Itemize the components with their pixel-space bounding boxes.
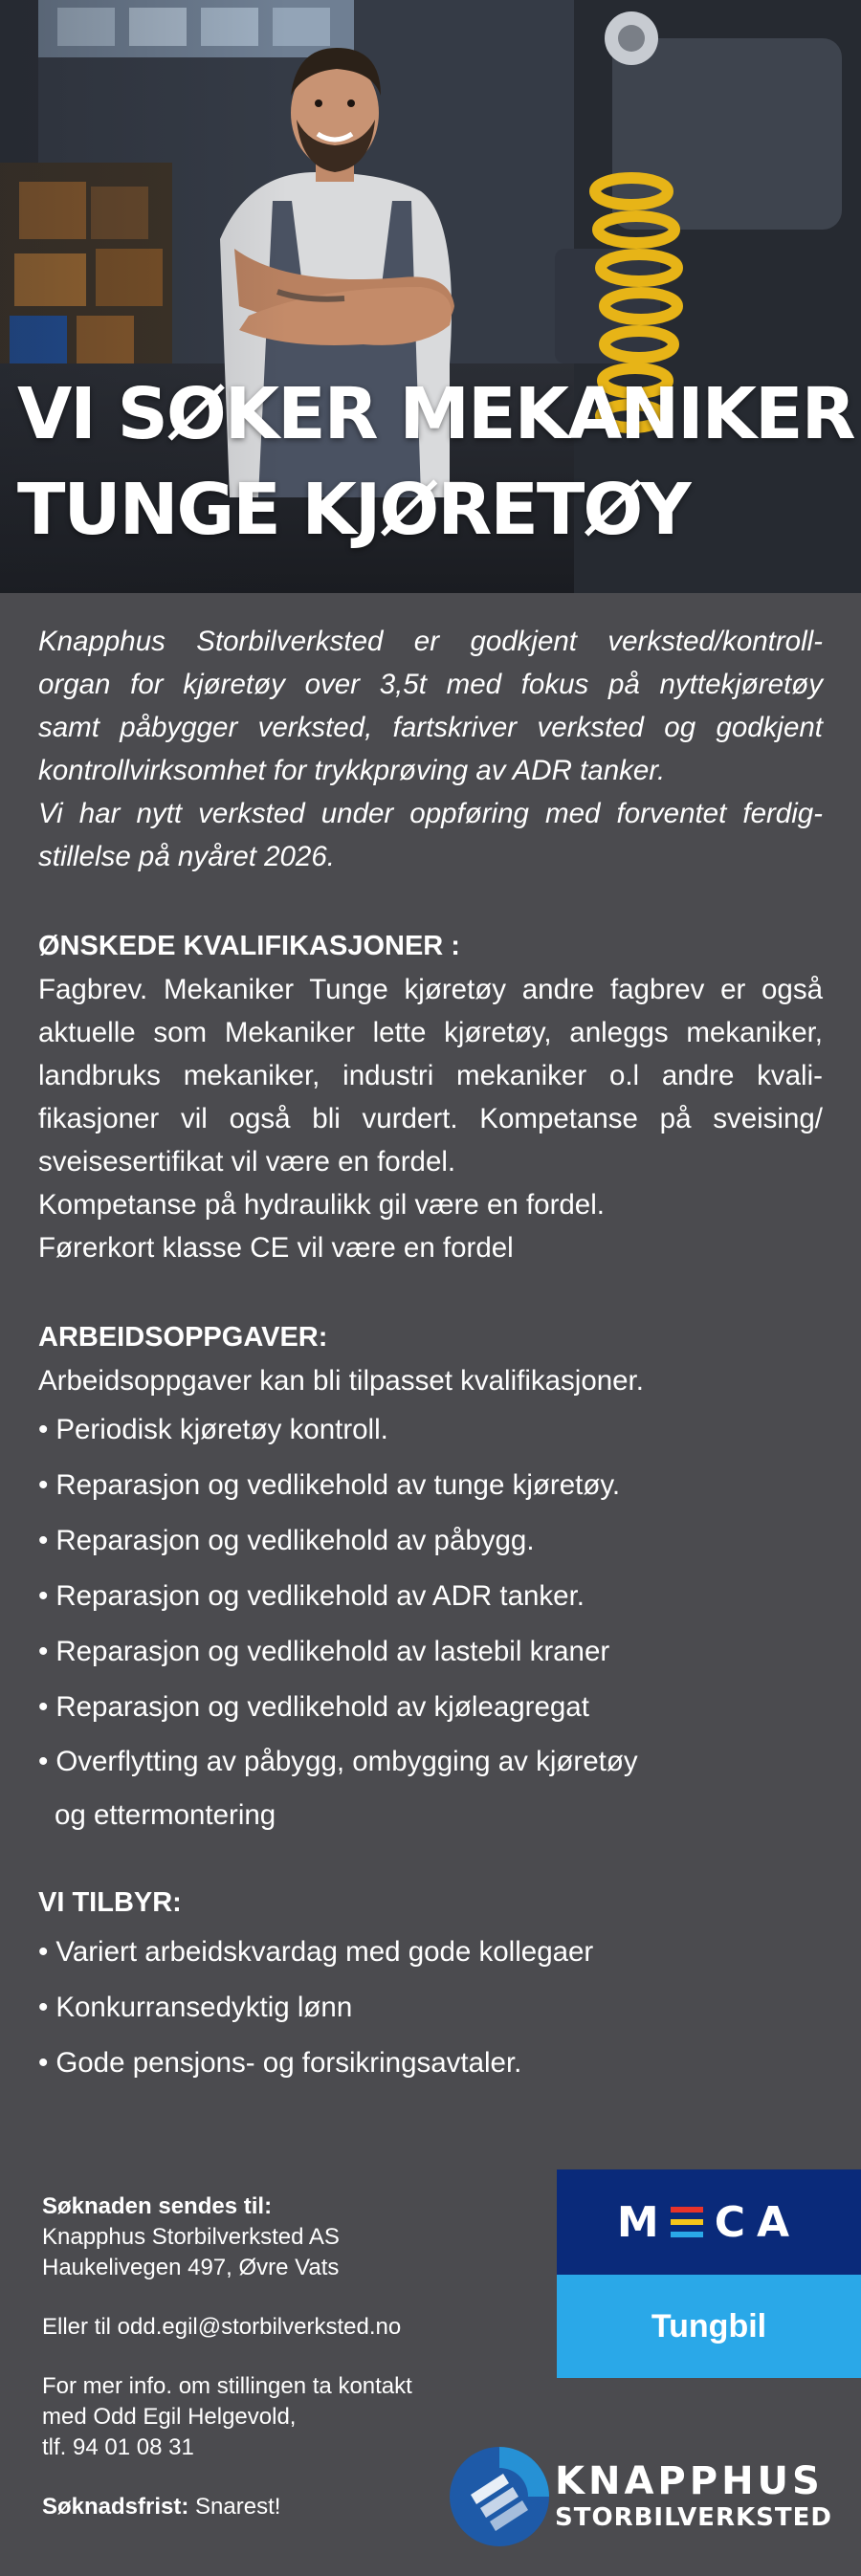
list-item bbox=[38, 1513, 823, 1569]
headline-line-1: VI SØKER MEKANIKER bbox=[17, 373, 854, 455]
knapphus-emblem-icon bbox=[448, 2445, 551, 2548]
bullet: • bbox=[38, 1636, 49, 1667]
tasks-title: ARBEIDSOPPGAVER: bbox=[38, 1322, 328, 1353]
qualifications-line: landbruks mekaniker, industri mekaniker o.l andre kvali- bbox=[38, 1060, 823, 1091]
bullet: • bbox=[38, 1936, 49, 1968]
intro-paragraph bbox=[38, 620, 823, 878]
list-item-text: Reparasjon og vedlikehold av ADR tanker. bbox=[55, 1580, 585, 1612]
offer-title: VI TILBYR: bbox=[38, 1887, 182, 1918]
list-item bbox=[38, 1458, 823, 1513]
knapphus-name: KNAPPHUS bbox=[555, 2459, 824, 2503]
hero-photo bbox=[0, 0, 861, 593]
list-item-text: Reparasjon og vedlikehold av tunge kjøretøy. bbox=[55, 1469, 621, 1501]
tasks-list bbox=[38, 1402, 823, 1842]
intro-line: organ for kjøretøy over 3,5t med fokus på nyttekjøretøy bbox=[38, 669, 823, 700]
meca-wordmark bbox=[617, 2198, 801, 2247]
meca-letter-m: M bbox=[616, 2197, 671, 2247]
list-item-text: Konkurransedyktig lønn bbox=[55, 1992, 353, 2023]
bullet: • bbox=[38, 1992, 49, 2023]
bullet: • bbox=[38, 1691, 49, 1723]
phone-line[interactable]: tlf. 94 01 08 31 bbox=[42, 2434, 194, 2460]
qualifications-line: sveisesertifikat vil være en fordel. bbox=[38, 1146, 456, 1178]
list-item-text: Gode pensjons- og forsikringsavtaler. bbox=[55, 2047, 522, 2079]
email-line[interactable]: Eller til odd.egil@storbilverksted.no bbox=[42, 2314, 402, 2340]
info-line: med Odd Egil Helgevold, bbox=[42, 2404, 297, 2430]
job-ad-content bbox=[38, 620, 823, 2091]
meca-tungbil-logo bbox=[557, 2169, 861, 2378]
deadline-label: Søknadsfrist: bbox=[42, 2494, 189, 2520]
list-item bbox=[38, 1402, 823, 1458]
qualifications-line: Fagbrev. Mekaniker Tunge kjøretøy andre fagbrev er også bbox=[38, 974, 823, 1005]
meca-e-icon bbox=[671, 2207, 703, 2237]
list-item-text: Variert arbeidskvardag med gode kollegaer bbox=[55, 1936, 594, 1968]
offer-list bbox=[38, 1925, 823, 2091]
intro-line: stillelse på nyåret 2026. bbox=[38, 841, 335, 872]
headline bbox=[17, 366, 859, 558]
list-item-text: Reparasjon og vedlikehold av lastebil kraner bbox=[55, 1636, 610, 1667]
meca-logo-top bbox=[557, 2169, 861, 2275]
bullet: • bbox=[38, 1525, 49, 1556]
tasks-intro: Arbeidsoppgaver kan bli tilpasset kvalifikasjoner. bbox=[38, 1365, 644, 1397]
qualifications-section bbox=[38, 924, 823, 1269]
qualifications-title: ØNSKEDE KVALIFIKASJONER : bbox=[38, 931, 460, 961]
bullet: • bbox=[38, 1414, 49, 1445]
list-item-text: Overflytting av påbygg, ombygging av kjøretøy bbox=[55, 1746, 638, 1777]
offer-section bbox=[38, 1881, 823, 2091]
info-line: For mer info. om stillingen ta kontakt bbox=[42, 2373, 412, 2399]
bullet: • bbox=[38, 1580, 49, 1612]
intro-line: samt påbygger verksted, fartskriver verksted og godkjent bbox=[38, 712, 823, 743]
meca-sub: Tungbil bbox=[557, 2275, 861, 2378]
knapphus-sub: STORBILVERKSTED bbox=[555, 2503, 832, 2532]
intro-line: kontrollvirksomhet for trykkprøving av ADR tanker. bbox=[38, 755, 666, 786]
qualifications-line: Førerkort klasse CE vil være en fordel bbox=[38, 1232, 514, 1264]
tasks-section bbox=[38, 1315, 823, 1842]
bullet: • bbox=[38, 1469, 49, 1501]
list-item bbox=[38, 1680, 823, 1735]
list-item bbox=[38, 1735, 823, 1842]
meca-letters-ca: CA bbox=[714, 2197, 802, 2247]
send-label: Søknaden sendes til: bbox=[42, 2193, 273, 2219]
list-item-continuation: og ettermontering bbox=[55, 1799, 276, 1831]
list-item-text: Reparasjon og vedlikehold av kjøleagregat bbox=[55, 1691, 589, 1723]
headline-line-2: TUNGE KJØRETØY bbox=[17, 469, 690, 551]
list-item-text: Reparasjon og vedlikehold av påbygg. bbox=[55, 1525, 535, 1556]
qualifications-line: fikasjoner vil også bli vurdert. Kompetanse på sveising/ bbox=[38, 1103, 823, 1134]
deadline-value: Snarest! bbox=[188, 2494, 281, 2520]
list-item bbox=[38, 1925, 823, 1980]
intro-line: Vi har nytt verksted under oppføring med forventet ferdig- bbox=[38, 798, 823, 829]
company-address: Haukelivegen 497, Øvre Vats bbox=[42, 2255, 340, 2280]
list-item bbox=[38, 1569, 823, 1624]
knapphus-wordmark bbox=[555, 2460, 832, 2533]
qualifications-line: aktuelle som Mekaniker lette kjøretøy, anleggs mekaniker, bbox=[38, 1017, 823, 1048]
list-item bbox=[38, 2036, 823, 2091]
knapphus-logo bbox=[448, 2445, 850, 2550]
company-name: Knapphus Storbilverksted AS bbox=[42, 2224, 340, 2250]
intro-line: Knapphus Storbilverksted er godkjent verksted/kontroll- bbox=[38, 626, 823, 657]
qualifications-line: Kompetanse på hydraulikk gil være en fordel. bbox=[38, 1189, 605, 1221]
bullet: • bbox=[38, 2047, 49, 2079]
bullet: • bbox=[38, 1746, 49, 1777]
list-item bbox=[38, 1624, 823, 1680]
list-item-text: Periodisk kjøretøy kontroll. bbox=[55, 1414, 388, 1445]
list-item bbox=[38, 1980, 823, 2036]
